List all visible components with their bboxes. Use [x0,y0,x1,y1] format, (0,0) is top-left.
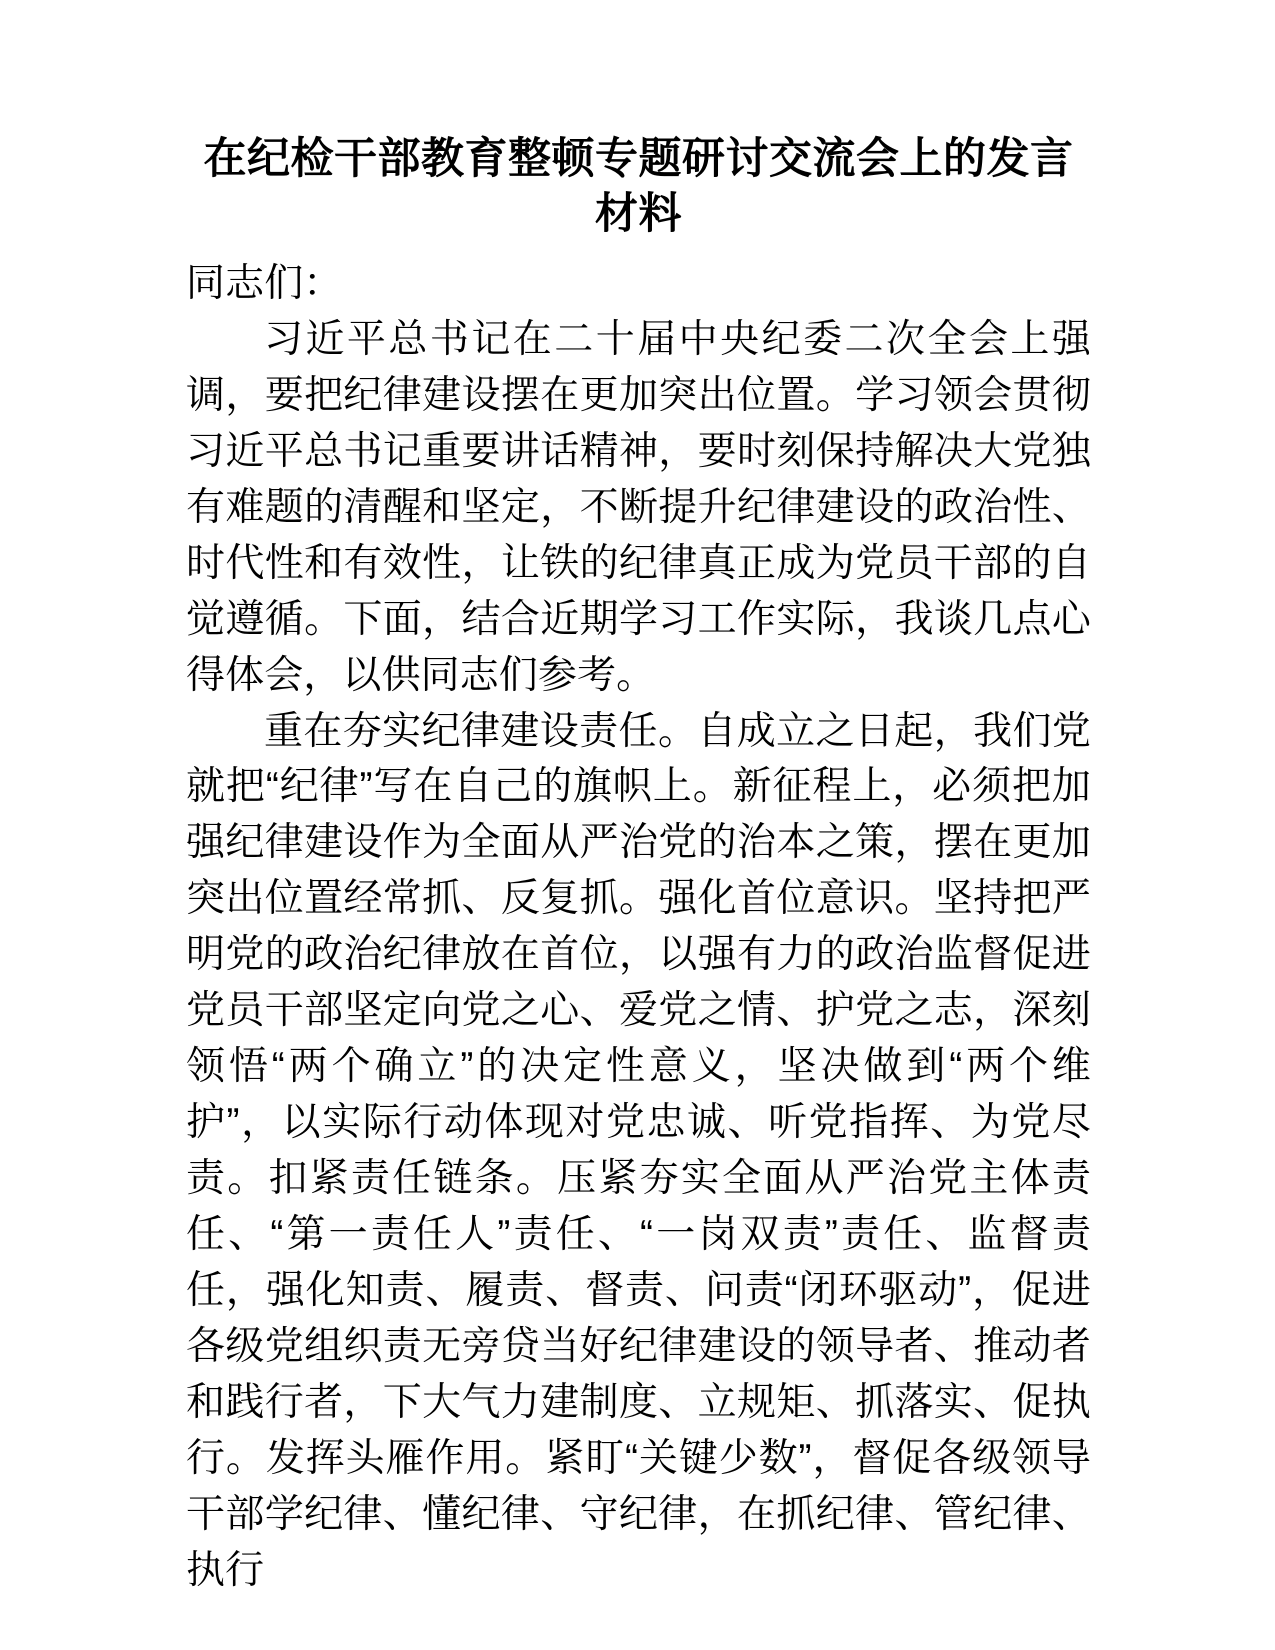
body-paragraph-1: 习近平总书记在二十届中央纪委二次全会上强调，要把纪律建设摆在更加突出位置。学习领会贯彻习近平总书记重要讲话精神，要时刻保持解决大党独有难题的清醒和坚定，不断提升纪律建设的政治性、时代性和有效性，让铁的纪律真正成为党员干部的自觉遵循。下面，结合近期学习工作实际，我谈几点心得体会，以供同志们参考。 [186,317,1091,697]
salutation: 同志们： [186,262,343,306]
body-paragraph-2: 重在夯实纪律建设责任。自成立之日起，我们党就把“纪律”写在自己的旗帜上。新征程上，必须把加强纪律建设作为全面从严治党的治本之策，摆在更加突出位置经常抓、反复抓。强化首位意识。坚持把严明党的政治纪律放在首位，以强有力的政治监督促进党员干部坚定向党之心、爱党之情、护党之志，深刻领悟“两个确立”的决定性意义，坚决做到“两个维护”，以实际行动体现对党忠诚、听党指挥、为党尽责。扣紧责任链条。压紧夯实全面从严治党主体责任、“第一责任人”责任、“一岗双责”责任、监督责任，强化知责、履责、督责、问责“闭环驱动”，促进各级党组织责无旁贷当好纪律建设的领导者、推动者和践行者，下大气力建制度、立规矩、抓落实、促执行。发挥头雁作用。紧盯“关键少数”，督促各级领导干部学纪律、懂纪律、守纪律，在抓纪律、管纪律、执行 [186,709,1091,1592]
document-content [186,132,1091,1599]
page-title: 在纪检干部教育整顿专题研讨交流会上的发言材料 [203,135,1074,239]
